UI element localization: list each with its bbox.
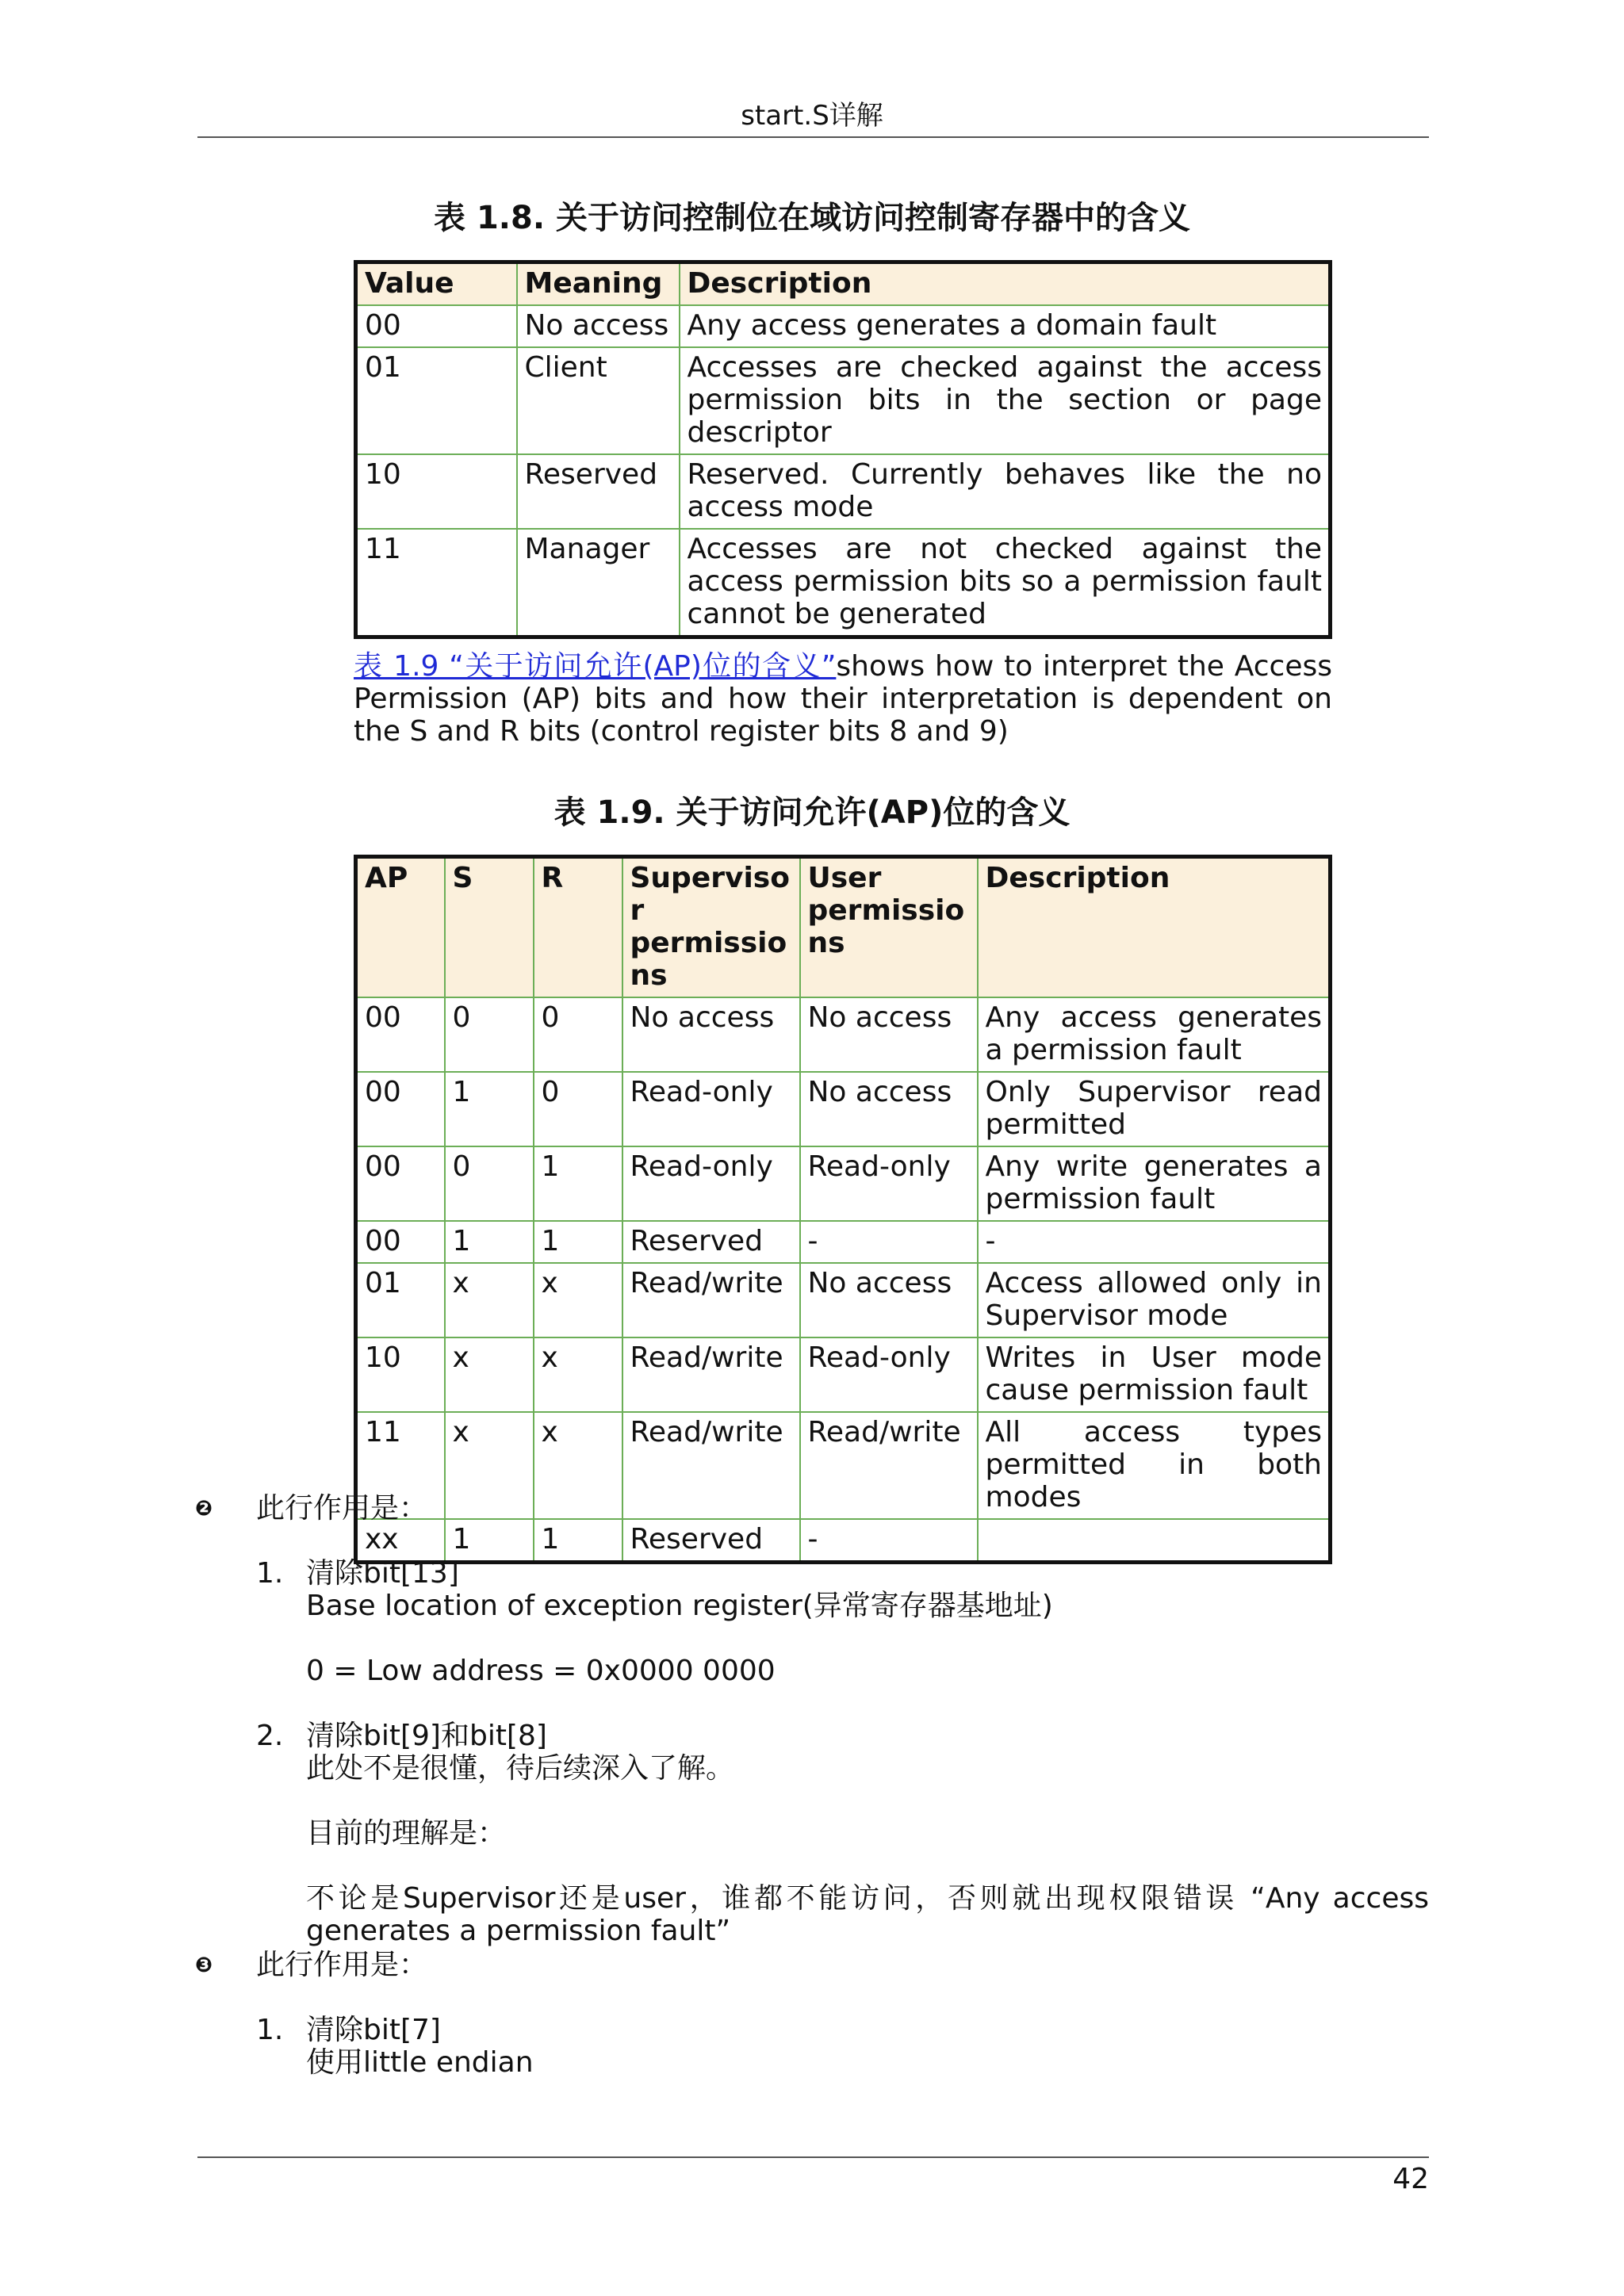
table-row [356,454,1331,529]
column-header: AP [356,857,445,998]
description-cell: Any access generates a permission fault [978,997,1331,1072]
callout-3-title: 此行作用是： [256,1949,428,1981]
ap-cell: 10 [356,1337,445,1412]
supervisor-cell: Reserved [622,1519,800,1563]
table-header-row [356,857,1331,998]
description-cell: - [978,1221,1331,1263]
table-1-9-caption: 表 1.9. 关于访问允许(AP)位的含义 [553,794,1071,831]
domain-access-table [354,260,1332,639]
item-heading: 清除bit[7] [306,2014,441,2046]
table-row [356,529,1331,637]
user-cell: Read-only [800,1146,978,1221]
ap-cell: xx [356,1519,445,1563]
user-cell: - [800,1221,978,1263]
supervisor-cell: Reserved [622,1221,800,1263]
user-cell: No access [800,1072,978,1146]
ap-cell: 00 [356,1072,445,1146]
ap-bits-table [354,855,1332,1564]
table-row [356,1263,1331,1337]
description-cell: Access allowed only in Supervisor mode [978,1263,1331,1337]
column-header: Value [356,262,517,306]
r-cell: 1 [534,1146,622,1221]
column-header: Description [978,857,1331,998]
ap-cell: 11 [356,1412,445,1519]
ap-cell: 00 [356,1146,445,1221]
value-cell: 11 [356,529,517,637]
item-text: 不论是Supervisor还是user，谁都不能访问，否则就出现权限错误 “Any access generates a permission fault” [306,1882,1429,1947]
r-cell: 0 [534,997,622,1072]
list-number: 1. [256,1557,284,1590]
description-cell: Any access generates a domain fault [680,305,1331,347]
item-text: 0 = Low address = 0x0000 0000 [306,1655,776,1687]
s-cell: x [445,1263,534,1337]
description-cell: Accesses are checked against the access permission bits in the section or page descriptor [680,347,1331,454]
meaning-cell: No access [517,305,680,347]
s-cell: x [445,1412,534,1519]
callout-2-marker: ❷ [195,1497,213,1521]
table-row [356,1072,1331,1146]
item-text: Base location of exception register(异常寄存器基地址) [306,1590,1053,1622]
user-cell: No access [800,1263,978,1337]
user-cell: No access [800,997,978,1072]
ap-cell: 00 [356,997,445,1072]
supervisor-cell: Read/write [622,1337,800,1412]
table-row [356,1146,1331,1221]
s-cell: x [445,1337,534,1412]
footer-rule [197,2156,1429,2158]
item-text: 目前的理解是： [306,1817,507,1850]
r-cell: 1 [534,1221,622,1263]
column-header: S [445,857,534,998]
description-cell: Accesses are not checked against the access permission bits so a permission fault cannot be generated [680,529,1331,637]
user-cell: - [800,1519,978,1563]
item-heading: 清除bit[9]和bit[8] [306,1720,547,1752]
supervisor-cell: Read-only [622,1146,800,1221]
description-cell [978,1519,1331,1563]
user-cell: Read-only [800,1337,978,1412]
table-row [356,1337,1331,1412]
intro-text: shows how to interpret the Access Permission (AP) bits and how their interpretation is dependent on the S and R bits (control register bits 8 and 9) [354,650,1332,748]
ap-cell: 01 [356,1263,445,1337]
item-heading: 清除bit[13] [306,1557,459,1590]
item-text: 此处不是很懂，待后续深入了解。 [306,1752,735,1785]
r-cell: x [534,1412,622,1519]
user-cell: Read/write [800,1412,978,1519]
item-text: 使用little endian [306,2046,534,2079]
ap-cell: 00 [356,1221,445,1263]
supervisor-cell: Read-only [622,1072,800,1146]
value-cell: 00 [356,305,517,347]
s-cell: 0 [445,997,534,1072]
page-number: 42 [1392,2163,1429,2195]
header-rule [197,136,1429,138]
running-header: start.S详解 [741,100,883,132]
s-cell: 0 [445,1146,534,1221]
r-cell: 1 [534,1519,622,1563]
table-1-9-link[interactable]: 表 1.9 “关于访问允许(AP)位的含义” [354,650,837,683]
table-row [356,305,1331,347]
description-cell: Only Supervisor read permitted [978,1072,1331,1146]
column-header: Description [680,262,1331,306]
table-row [356,997,1331,1072]
column-header: User permissions [800,857,978,998]
column-header: Meaning [517,262,680,306]
table-row [356,1221,1331,1263]
s-cell: 1 [445,1519,534,1563]
supervisor-cell: Read/write [622,1263,800,1337]
table-row [356,1519,1331,1563]
value-cell: 10 [356,454,517,529]
s-cell: 1 [445,1221,534,1263]
column-header: R [534,857,622,998]
table-1-8-caption: 表 1.8. 关于访问控制位在域访问控制寄存器中的含义 [434,200,1190,236]
r-cell: x [534,1263,622,1337]
meaning-cell: Reserved [517,454,680,529]
table-row [356,1412,1331,1519]
table-row [356,347,1331,454]
value-cell: 01 [356,347,517,454]
meaning-cell: Manager [517,529,680,637]
table-header-row [356,262,1331,306]
meaning-cell: Client [517,347,680,454]
callout-3-marker: ❸ [195,1954,213,1977]
supervisor-cell: No access [622,997,800,1072]
r-cell: 0 [534,1072,622,1146]
description-cell: Writes in User mode cause permission fault [978,1337,1331,1412]
r-cell: x [534,1337,622,1412]
intro-paragraph [354,650,1332,748]
description-cell: Any write generates a permission fault [978,1146,1331,1221]
description-cell: All access types permitted in both modes [978,1412,1331,1519]
description-cell: Reserved. Currently behaves like the no access mode [680,454,1331,529]
column-header: Supervisor permissions [622,857,800,998]
supervisor-cell: Read/write [622,1412,800,1519]
list-number: 2. [256,1720,284,1752]
list-number: 1. [256,2014,284,2046]
s-cell: 1 [445,1072,534,1146]
callout-2-title: 此行作用是： [256,1492,428,1525]
